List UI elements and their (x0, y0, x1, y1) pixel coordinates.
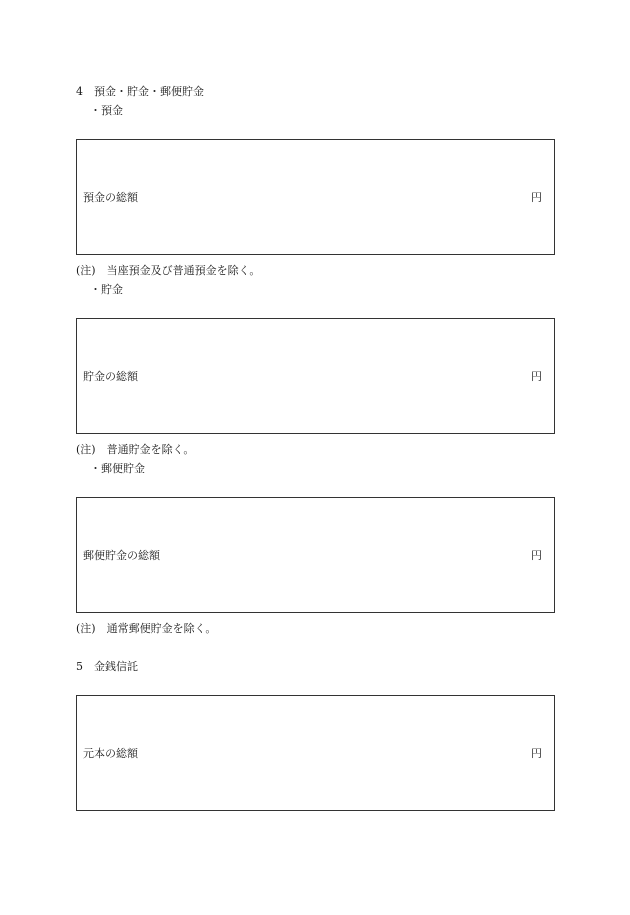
deposits-amount-box (76, 139, 555, 255)
deposits-yen-unit: 円 (531, 191, 542, 204)
postal-savings-note: (注) 通常郵便貯金を除く。 (76, 622, 217, 635)
section-5-heading: 5 金銭信託 (76, 660, 138, 673)
savings-total-label: 貯金の総額 (83, 370, 138, 383)
postal-savings-yen-unit: 円 (531, 549, 542, 562)
postal-savings-total-label: 郵便貯金の総額 (83, 549, 160, 562)
postal-savings-subheading: ・郵便貯金 (90, 462, 145, 475)
savings-subheading: ・貯金 (90, 283, 123, 296)
deposits-subheading: ・預金 (90, 104, 123, 117)
trust-principal-label: 元本の総額 (83, 747, 138, 760)
savings-yen-unit: 円 (531, 370, 542, 383)
trust-principal-box (76, 695, 555, 811)
section-4-heading: 4 預金・貯金・郵便貯金 (76, 85, 204, 98)
postal-savings-amount-box (76, 497, 555, 613)
savings-amount-box (76, 318, 555, 434)
trust-yen-unit: 円 (531, 747, 542, 760)
deposits-note: (注) 当座預金及び普通預金を除く。 (76, 264, 261, 277)
savings-note: (注) 普通貯金を除く。 (76, 443, 195, 456)
deposits-total-label: 預金の総額 (83, 191, 138, 204)
